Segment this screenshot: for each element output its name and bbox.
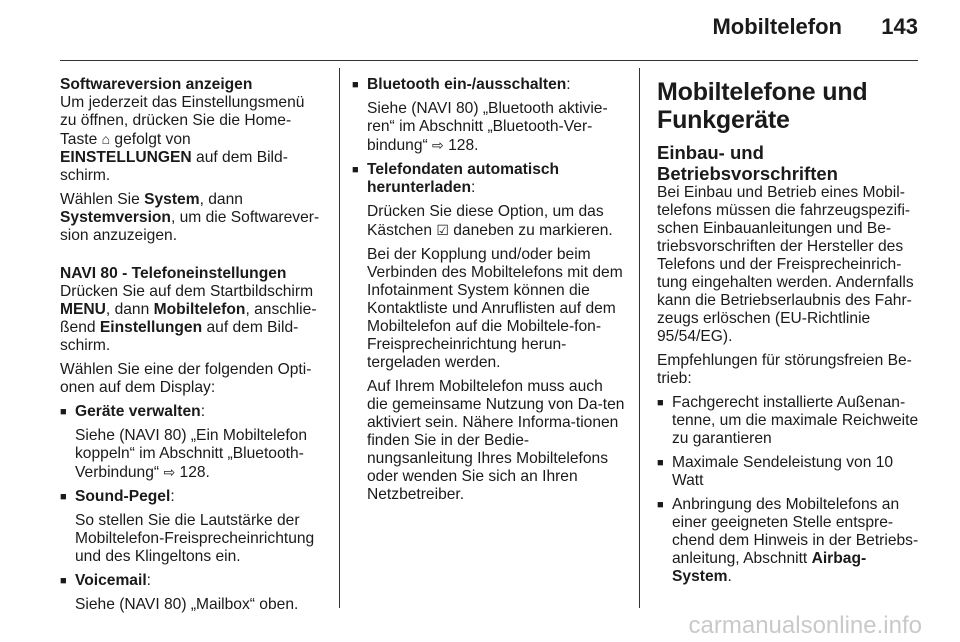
page-ref-arrow-icon: ⇨ [432,137,444,153]
paragraph: Wählen Sie eine der folgenden Opti-onen auf dem Display: [60,361,312,396]
bullet-icon: ■ [657,397,664,409]
column-divider-left [339,68,340,608]
list-item: ■ Sound-Pegel: [60,488,175,505]
list-item-text: Auf Ihrem Mobiltelefon muss auch die gemeinsame Nutzung von Da-ten aktiviert sein. Nähere Informa-tionen finden Sie in der Bedie-nungsanleitung Ihres Mobiltelefons oder wenden Sie sich an Ihren Netzbetreiber. [367,378,625,503]
list-item: ■ Maximale Sendeleistung von 10 Watt [657,454,894,489]
bullet-icon: ■ [352,164,359,176]
section-heading-navi: NAVI 80 - Telefoneinstellungen [60,265,287,282]
list-item: ■ Anbringung des Mobiltelefons an einer geeigneten Stelle entspre-chend dem Hinweis in der Betriebs-anleitung, Abschnitt Airbag-System. [657,496,919,585]
paragraph: Bei Einbau und Betrieb eines Mobil-telefons müssen die fahrzeugspezifi-schen Einbauanleitungen und Be-triebsvorschriften der Hersteller des Telefons und der Freisprecheinrich-tung eingehalten werden. Andernfalls kann die Betriebserlaubnis des Fahr-zeugs erlöschen (EU-Richtlinie 95/54/EG). [657,184,914,345]
watermark: carmanualsonline.info [688,612,922,639]
checkbox-icon: ☑ [436,222,449,238]
paragraph: Empfehlungen für störungsfreien Be-trieb: [657,352,912,387]
list-item: ■ Fachgerecht installierte Außenan-tenne, um die maximale Reichweite zu garantieren [657,394,919,447]
home-icon: ⌂ [101,131,111,147]
list-item: ■ Geräte verwalten: [60,403,206,420]
bullet-icon: ■ [60,575,67,587]
paragraph: Drücken Sie auf dem Startbildschirm MENU, dann Mobiltelefon, anschlie-ßend Einstellungen auf dem Bild-schirm. [60,283,317,354]
list-item-text: Bei der Kopplung und/oder beim Verbinden des Mobiltelefons mit dem Infotainment System können die Kontaktliste und Anruflisten auf dem Mobiltelefon auf die Mobiltele-fon-Freisprecheinrichtung herun-tergeladen werden. [367,246,623,371]
list-item-text: Siehe (NAVI 80) „Mailbox“ oben. [75,596,299,613]
section-subtitle: Einbau- und Betriebsvorschriften [657,142,838,184]
header-divider [60,60,918,61]
bullet-icon: ■ [60,406,67,418]
bullet-icon: ■ [60,491,67,503]
list-item: ■ Bluetooth ein-/ausschalten: [352,76,571,93]
bullet-icon: ■ [657,499,664,511]
list-item-text: Siehe (NAVI 80) „Bluetooth aktivie-ren“ im Abschnitt „Bluetooth-Ver-bindung“ ⇨ 128. [367,100,608,154]
page-ref-arrow-icon: ⇨ [163,464,176,480]
column-middle [352,76,626,510]
bullet-icon: ■ [352,79,359,91]
page-number: 143 [881,14,918,39]
section-heading-software: Softwareversion anzeigen [60,76,253,93]
bullet-icon: ■ [657,457,664,469]
list-item: ■ Telefondaten automatisch herunterladen: [352,161,560,196]
list-item-text: Drücken Sie diese Option, um das Kästchen ☑ daneben zu markieren. [367,203,613,239]
column-left [60,76,324,620]
paragraph: Um jederzeit das Einstellungsmenü zu öffnen, drücken Sie die Home-Taste ⌂ gefolgt von EINSTELLUNGEN auf dem Bild-schirm. [60,94,305,184]
page-title: Mobiltelefon [712,14,842,39]
paragraph: Wählen Sie System, dann Systemversion, um die Softwarever-sion anzuzeigen. [60,191,320,244]
list-item-text: So stellen Sie die Lautstärke der Mobiltelefon-Freisprecheinrichtung und des Klingeltons ein. [75,512,315,565]
column-right [657,78,922,592]
list-item-text: Siehe (NAVI 80) „Ein Mobiltelefon koppeln“ im Abschnitt „Bluetooth-Verbindung“ ⇨ 128. [75,427,307,481]
section-title: Mobiltelefone und Funkgeräte [657,78,868,134]
column-divider-right [639,68,640,608]
list-item: ■ Voicemail: [60,572,151,589]
